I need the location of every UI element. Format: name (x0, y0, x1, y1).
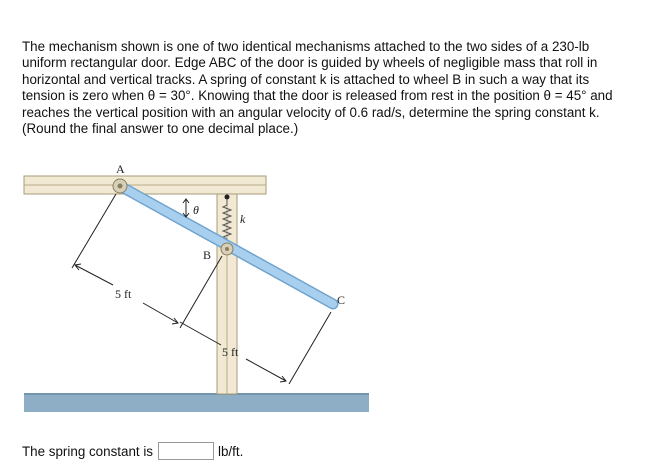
answer-row (22, 440, 243, 462)
label-k: k (240, 212, 246, 226)
answer-prefix: The spring constant is (22, 443, 153, 459)
theta-arrow (183, 199, 189, 217)
wheel-a (113, 179, 127, 193)
problem-statement: The mechanism shown is one of two identical mechanisms attached to the two sides of a 230-lb uniform rectangular door. Edge ABC of the door is guided by wheels of negligible mass that roll in horizontal and vertical tracks. A spring of constant k is attached to wheel B in such a way that its tension is zero when θ = 30°. Knowing that the door is released from rest in the position θ = 45° and reaches the vertical position with an angular velocity of 0.6 rad/s, determine the spring constant k. (Round the final answer to one decimal place.) (22, 39, 613, 137)
label-dim-ab: 5 ft (115, 287, 132, 301)
floor-top-edge (24, 393, 369, 395)
label-b: B (203, 248, 212, 262)
answer-unit: lb/ft. (218, 443, 244, 459)
label-theta: θ (193, 203, 199, 217)
spring-constant-input[interactable] (158, 442, 214, 460)
floor (24, 394, 369, 412)
label-c: C (337, 293, 346, 307)
label-dim-bc: 5 ft (222, 345, 239, 359)
dimension-ab (72, 194, 222, 328)
label-a: A (116, 162, 125, 176)
wheel-b (221, 243, 233, 255)
dimension-bc (180, 312, 331, 384)
